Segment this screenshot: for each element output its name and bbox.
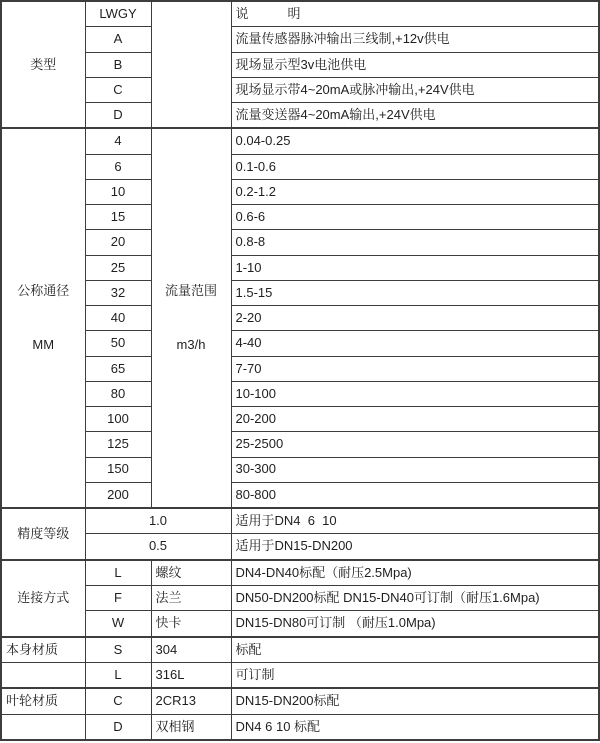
type-section-label: 类型 — [1, 1, 85, 128]
accuracy-section-label: 精度等级 — [1, 508, 85, 560]
connection-name-cell: 快卡 — [151, 611, 231, 637]
description-header-cell: 说 明 — [231, 1, 599, 27]
material-name-cell: 304 — [151, 637, 231, 663]
dn-cell: 20 — [85, 230, 151, 255]
flow-range-label-line1: 流量范围 — [164, 282, 217, 298]
model-code-cell: LWGY — [85, 1, 151, 27]
flow-range-cell: 1-10 — [231, 255, 599, 280]
material-label-empty-cell — [1, 714, 85, 740]
dn-cell: 125 — [85, 432, 151, 457]
accuracy-desc-cell: 适用于DN15-DN200 — [231, 534, 599, 560]
dn-cell: 15 — [85, 205, 151, 230]
flow-range-cell: 0.8-8 — [231, 230, 599, 255]
type-desc-cell: 流量变送器4~20mA输出,+24V供电 — [231, 103, 599, 129]
flow-range-cell: 10-100 — [231, 381, 599, 406]
connection-desc-cell: DN15-DN80可订制 （耐压1.0Mpa) — [231, 611, 599, 637]
flow-range-cell: 25-2500 — [231, 432, 599, 457]
material-name-cell: 2CR13 — [151, 688, 231, 714]
type-desc-cell: 现场显示带4~20mA或脉冲输出,+24V供电 — [231, 77, 599, 102]
dn-cell: 100 — [85, 407, 151, 432]
flow-range-cell: 0.2-1.2 — [231, 179, 599, 204]
type-code-cell: C — [85, 77, 151, 102]
material-label-empty-cell — [1, 662, 85, 688]
connection-desc-cell: DN4-DN40标配（耐压2.5Mpa) — [231, 560, 599, 586]
dn-cell: 40 — [85, 306, 151, 331]
material-name-cell: 双相钢 — [151, 714, 231, 740]
diameter-section-label — [1, 128, 85, 508]
connection-code-cell: W — [85, 611, 151, 637]
accuracy-value-cell: 1.0 — [85, 508, 231, 534]
connection-desc-cell: DN50-DN200标配 DN15-DN40可订制（耐压1.6Mpa) — [231, 586, 599, 611]
material-desc-cell: DN15-DN200标配 — [231, 688, 599, 714]
connection-section-label: 连接方式 — [1, 560, 85, 637]
connection-code-cell: L — [85, 560, 151, 586]
material-code-cell: C — [85, 688, 151, 714]
material-desc-cell: DN4 6 10 标配 — [231, 714, 599, 740]
type-section-spacer-cell — [151, 1, 231, 128]
type-code-cell: B — [85, 52, 151, 77]
material-desc-cell: 可订制 — [231, 662, 599, 688]
flow-range-cell: 0.1-0.6 — [231, 154, 599, 179]
type-desc-cell: 流量传感器脉冲输出三线制,+12v供电 — [231, 27, 599, 52]
material-code-cell: L — [85, 662, 151, 688]
dn-cell: 65 — [85, 356, 151, 381]
flow-range-cell: 2-20 — [231, 306, 599, 331]
flow-range-cell: 1.5-15 — [231, 280, 599, 305]
flow-range-label-cell — [151, 128, 231, 508]
material-name-cell: 316L — [151, 662, 231, 688]
type-code-cell: D — [85, 103, 151, 129]
dn-cell: 150 — [85, 457, 151, 482]
body-material-section-label: 本身材质 — [1, 637, 85, 663]
connection-name-cell: 螺纹 — [151, 560, 231, 586]
flow-range-cell: 80-800 — [231, 482, 599, 508]
material-code-cell: D — [85, 714, 151, 740]
flow-range-cell: 7-70 — [231, 356, 599, 381]
material-desc-cell: 标配 — [231, 637, 599, 663]
dn-cell: 4 — [85, 128, 151, 154]
impeller-material-section-label: 叶轮材质 — [1, 688, 85, 714]
flow-range-cell: 20-200 — [231, 407, 599, 432]
dn-cell: 32 — [85, 280, 151, 305]
dn-cell: 25 — [85, 255, 151, 280]
dn-cell: 80 — [85, 381, 151, 406]
dn-cell: 50 — [85, 331, 151, 356]
accuracy-desc-cell: 适用于DN4 6 10 — [231, 508, 599, 534]
type-code-cell: A — [85, 27, 151, 52]
dn-cell: 200 — [85, 482, 151, 508]
diameter-label-line2: MM — [32, 337, 55, 353]
type-desc-cell: 现场显示型3v电池供电 — [231, 52, 599, 77]
flow-range-cell: 0.04-0.25 — [231, 128, 599, 154]
connection-code-cell: F — [85, 586, 151, 611]
flow-range-label-line2: m3/h — [176, 337, 206, 353]
dn-cell: 6 — [85, 154, 151, 179]
connection-name-cell: 法兰 — [151, 586, 231, 611]
flow-range-cell: 30-300 — [231, 457, 599, 482]
flow-range-cell: 0.6-6 — [231, 205, 599, 230]
flow-range-cell: 4-40 — [231, 331, 599, 356]
material-code-cell: S — [85, 637, 151, 663]
dn-cell: 10 — [85, 179, 151, 204]
diameter-label-line1: 公称通径 — [17, 282, 70, 298]
accuracy-value-cell: 0.5 — [85, 534, 231, 560]
